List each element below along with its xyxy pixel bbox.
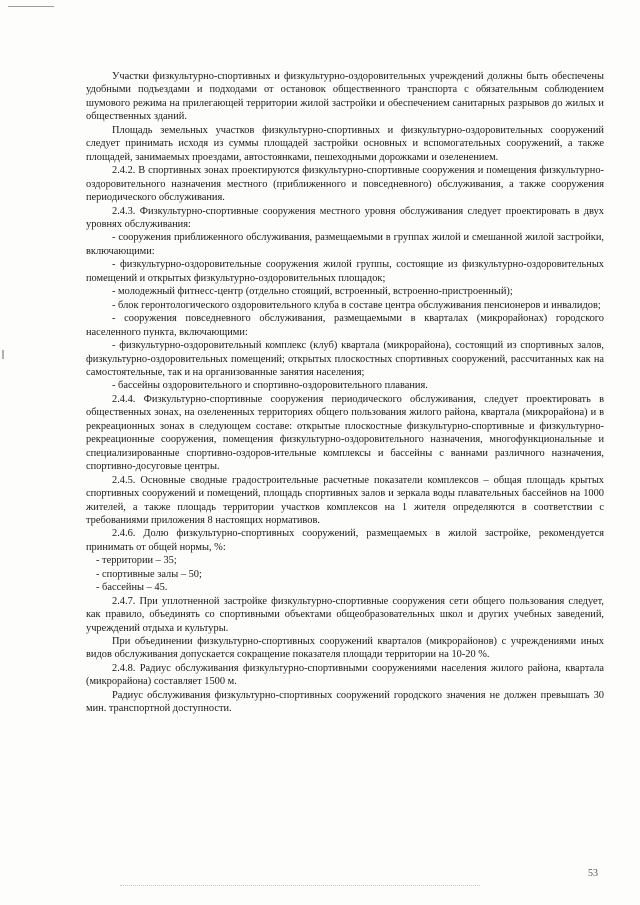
paragraph: 2.4.5. Основные сводные градостроительные расчетные показатели комплексов – общая площадь крытых спортивных сооружений и помещений, площадь спортивных залов и зеркала воды плавательных бассейнов на 1000 жителей, а также площадь территории участков комплексов на 1 жителя определяются в соответствии с требованиями приложения 8 настоящих нормативов. bbox=[86, 474, 604, 526]
paragraph: При объединении физкультурно-спортивных сооружений кварталов (микрорайонов) с учреждениями иных видов обслуживания допускается сокращение показателя площади территории на 10-20 %. bbox=[86, 636, 604, 661]
list-item: - спортивные залы – 50; bbox=[96, 568, 202, 580]
document-body bbox=[86, 70, 604, 716]
list-item: - бассейны – 45. bbox=[96, 582, 168, 594]
paragraph: 2.4.2. В спортивных зонах проектируются физкультурно-спортивные сооружения и помещения физкультурно-оздоровительного назначения местного (приближенного и повседневного) обслуживания, а также сооружения периодического обслуживания. bbox=[86, 165, 604, 204]
paragraph: Участки физкультурно-спортивных и физкультурно-оздоровительных учреждений должны быть обеспечены удобными подъездами и подходами от остановок общественного транспорта с обязательным соблюдением шумового режима на прилегающей территории жилой застройки и обеспечением санитарных разрывов до жилых и общественных зданий. bbox=[86, 71, 604, 123]
page-number: 53 bbox=[588, 868, 598, 879]
paragraph: 2.4.8. Радиус обслуживания физкультурно-спортивными сооружениями населения жилого района, квартала (микрорайона) составляет 1500 м. bbox=[86, 662, 604, 688]
paragraph: Радиус обслуживания физкультурно-спортивных сооружений городского значения не должен превышать 30 мин. транспортной доступности. bbox=[86, 689, 604, 715]
paragraph: - физкультурно-оздоровительные сооружения жилой группы, состоящие из физкультурно-оздоровительных помещений и открытых физкультурно-оздоровительных площадок; bbox=[86, 259, 604, 284]
scan-mark bbox=[2, 350, 4, 359]
paragraph: Площадь земельных участков физкультурно-спортивных и физкультурно-оздоровительных сооружений следует принимать исходя из суммы площадей застройки основных и вспомогательных сооружений, а также площадей, занимаемых проездами, автостоянками, пешеходными дорожками и озеленением. bbox=[86, 124, 604, 163]
paragraph: 2.4.7. При уплотненной застройке физкультурно-спортивные сооружения сети общего пользования следует, как правило, объединять со спортивными объектами общеобразовательных школ и других учебных заведений, учреждений отдыха и культуры. bbox=[86, 595, 604, 634]
paragraph: 2.4.3. Физкультурно-спортивные сооружения местного уровня обслуживания следует проектировать в двух уровнях обслуживания: bbox=[86, 205, 604, 230]
paragraph: 2.4.6. Долю физкультурно-спортивных сооружений, размещаемых в жилой застройке, рекомендуется принимать от общей нормы, %: bbox=[86, 528, 604, 553]
paragraph: - бассейны оздоровительного и спортивно-оздоровительного плавания. bbox=[112, 380, 428, 392]
paragraph: - молодежный фитнесс-центр (отдельно стоящий, встроенный, встроенно-пристроенный); bbox=[112, 286, 513, 298]
paragraph: 2.4.4. Физкультурно-спортивные сооружения периодического обслуживания, следует проектировать в общественных зонах, на озелененных территориях общего пользования жилого района, квартала (микрорайона) и в рекреационных зонах в следующем составе: открытые плоскостные физкультурно-спортивные и физкультурно-рекреационные сооружения, помещения физкультурно-оздоровительного назначения, многофункциональные и специализированные спортивно-оздоров-ительные комплексы и бассейны с ваннами различного назначения, спортивно-досуговые центры. bbox=[86, 393, 604, 473]
scan-artifact bbox=[120, 885, 480, 887]
paragraph: - сооружения приближенного обслуживания, размещаемыми в группах жилой и смешанной жилой застройки, включающими: bbox=[86, 232, 604, 257]
paragraph: - физкультурно-оздоровительный комплекс (клуб) квартала (микрорайона), состоящий из спортивных залов, физкультурно-оздоровительных помещений; открытых плоскостных спортивных сооружений, рассчитанных как на самостоятельные, так и на организованные занятия населения; bbox=[86, 340, 604, 378]
paragraph: - сооружения повседневного обслуживания, размещаемыми в кварталах (микрорайонах) городского населенного пункта, включающими: bbox=[86, 313, 604, 338]
scan-mark bbox=[8, 6, 54, 7]
paragraph: - блок геронтологического оздоровительного клуба в составе центра обслуживания пенсионеров и инвалидов; bbox=[112, 299, 601, 311]
list-item: - территории – 35; bbox=[96, 555, 177, 567]
